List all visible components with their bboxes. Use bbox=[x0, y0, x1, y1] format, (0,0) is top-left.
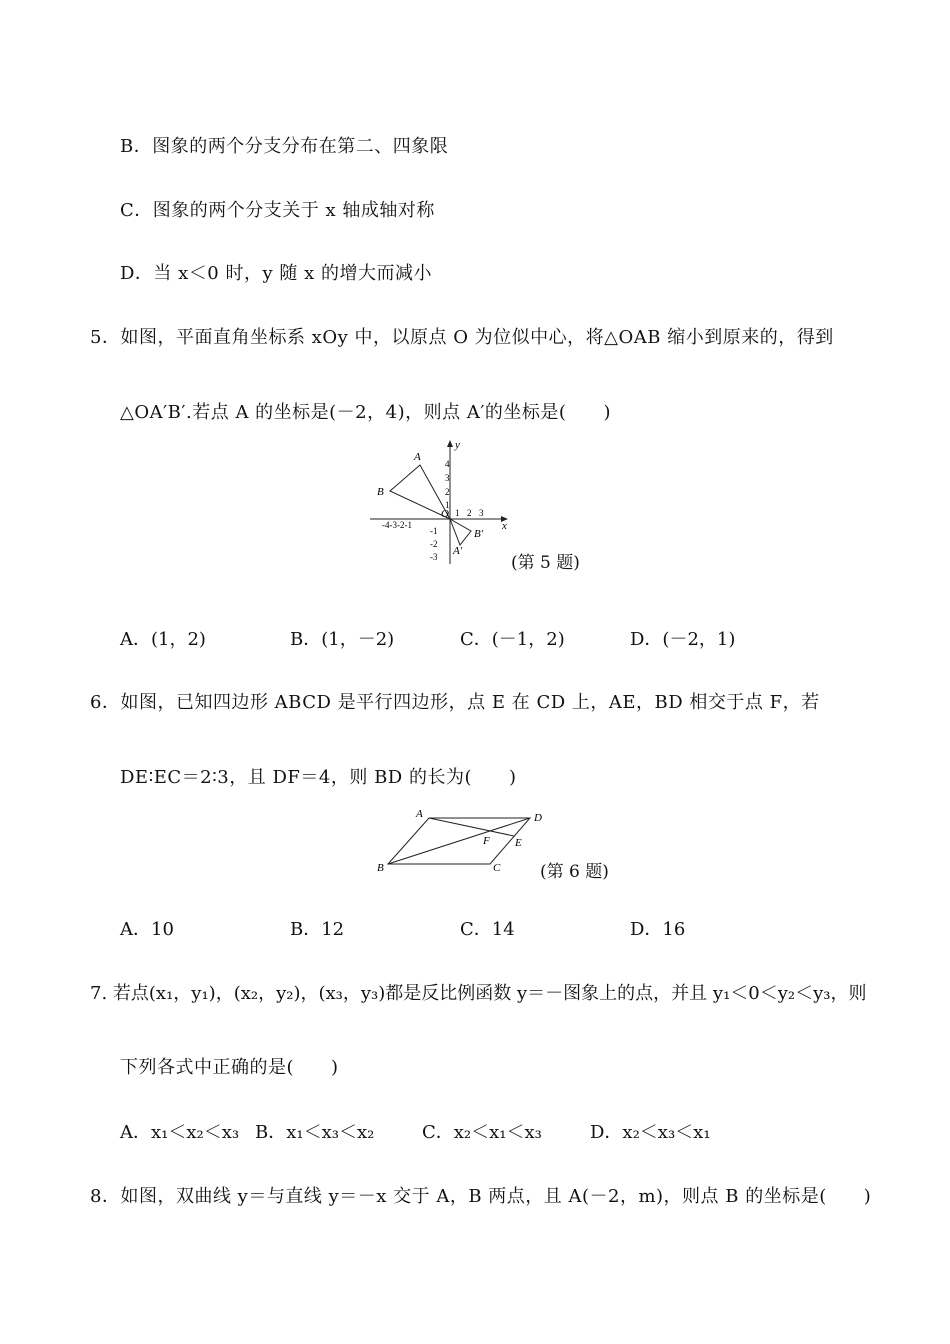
q5-ytick-neg2: -2 bbox=[430, 539, 438, 549]
q5-xtick-1: 1 bbox=[455, 508, 460, 518]
q6-stem-line2: DE∶EC＝2∶3，且 DF＝4，则 BD 的长为( ) bbox=[120, 767, 517, 788]
q6-label-f: F bbox=[483, 835, 490, 847]
q5-triangle-oa2b2 bbox=[450, 519, 471, 545]
q7-stem-line1: 7. 若点(x₁，y₁)，(x₂，y₂)，(x₃，y₃)都是反比例函数 y＝－图象上的点，并且 y₁＜0＜y₂＜y₃，则 bbox=[90, 983, 867, 1004]
q5-label-x: x bbox=[502, 520, 507, 532]
q5-option-b: B．(1，－2) bbox=[290, 629, 395, 650]
q5-stem-line2: △OA′B′.若点 A 的坐标是(－2，4)，则点 A′的坐标是( ) bbox=[120, 402, 611, 423]
q5-option-d: D．(－2，1) bbox=[630, 629, 736, 650]
q6-label-d: D bbox=[534, 812, 542, 824]
q6-label-e: E bbox=[515, 837, 522, 849]
q5-ytick-4: 4 bbox=[445, 459, 450, 469]
q6-figure bbox=[372, 804, 547, 878]
q6-label-c: C bbox=[493, 862, 501, 874]
q4-option-d: D．当 x＜0 时，y 随 x 的增大而减小 bbox=[120, 263, 432, 284]
q7-option-d: D．x₂＜x₃＜x₁ bbox=[590, 1122, 711, 1143]
q5-label-a: A bbox=[414, 451, 421, 463]
q5-y-arrow bbox=[447, 440, 453, 447]
q5-label-b: B bbox=[377, 486, 384, 498]
q5-ytick-neg1: -1 bbox=[430, 526, 438, 536]
q5-ytick-1: 1 bbox=[445, 500, 450, 510]
q5-option-c: C．(－1，2) bbox=[460, 629, 565, 650]
q6-diagonal-bd bbox=[388, 818, 530, 864]
q5-caption: (第 5 题) bbox=[511, 553, 580, 573]
q5-xtick-2: 2 bbox=[467, 508, 472, 518]
q7-stem-line2: 下列各式中正确的是( ) bbox=[120, 1057, 339, 1078]
q5-ytick-2: 2 bbox=[445, 487, 450, 497]
q7-option-b: B．x₁＜x₃＜x₂ bbox=[255, 1122, 375, 1143]
q6-caption: (第 6 题) bbox=[540, 862, 609, 882]
q8-stem-line1: 8．如图，双曲线 y＝与直线 y＝－x 交于 A，B 两点，且 A(－2，m)，则点 B 的坐标是( ) bbox=[90, 1186, 872, 1207]
q6-label-b: B bbox=[377, 862, 384, 874]
q5-xtick-3: 3 bbox=[479, 508, 484, 518]
q5-option-a: A．(1，2) bbox=[120, 629, 206, 650]
q7-option-a: A．x₁＜x₂＜x₃ bbox=[120, 1122, 240, 1143]
q6-option-b: B．12 bbox=[290, 919, 345, 940]
q6-label-a: A bbox=[416, 808, 423, 820]
q5-figure bbox=[368, 436, 518, 568]
q5-label-o: O bbox=[441, 508, 449, 520]
q6-option-d: D．16 bbox=[630, 919, 686, 940]
q5-ytick-3: 3 bbox=[445, 473, 450, 483]
q5-ytick-neg3: -3 bbox=[430, 552, 438, 562]
q4-option-c: C．图象的两个分支关于 x 轴成轴对称 bbox=[120, 200, 435, 221]
q5-label-y: y bbox=[455, 439, 460, 451]
q7-option-c: C．x₂＜x₁＜x₃ bbox=[422, 1122, 542, 1143]
q6-option-a: A．10 bbox=[120, 919, 174, 940]
q5-stem-line1: 5．如图，平面直角坐标系 xOy 中，以原点 O 为位似中心，将△OAB 缩小到原来的，得到 bbox=[90, 327, 834, 348]
q5-label-b-prime: B′ bbox=[474, 528, 484, 540]
q5-label-a-prime: A′ bbox=[453, 545, 463, 557]
q5-xticks-neg: -4-3-2-1 bbox=[382, 520, 412, 530]
q4-option-b: B．图象的两个分支分布在第二、四象限 bbox=[120, 136, 449, 157]
q6-option-c: C．14 bbox=[460, 919, 515, 940]
q6-stem-line1: 6．如图，已知四边形 ABCD 是平行四边形，点 E 在 CD 上，AE，BD 相交于点 F，若 bbox=[90, 692, 820, 713]
